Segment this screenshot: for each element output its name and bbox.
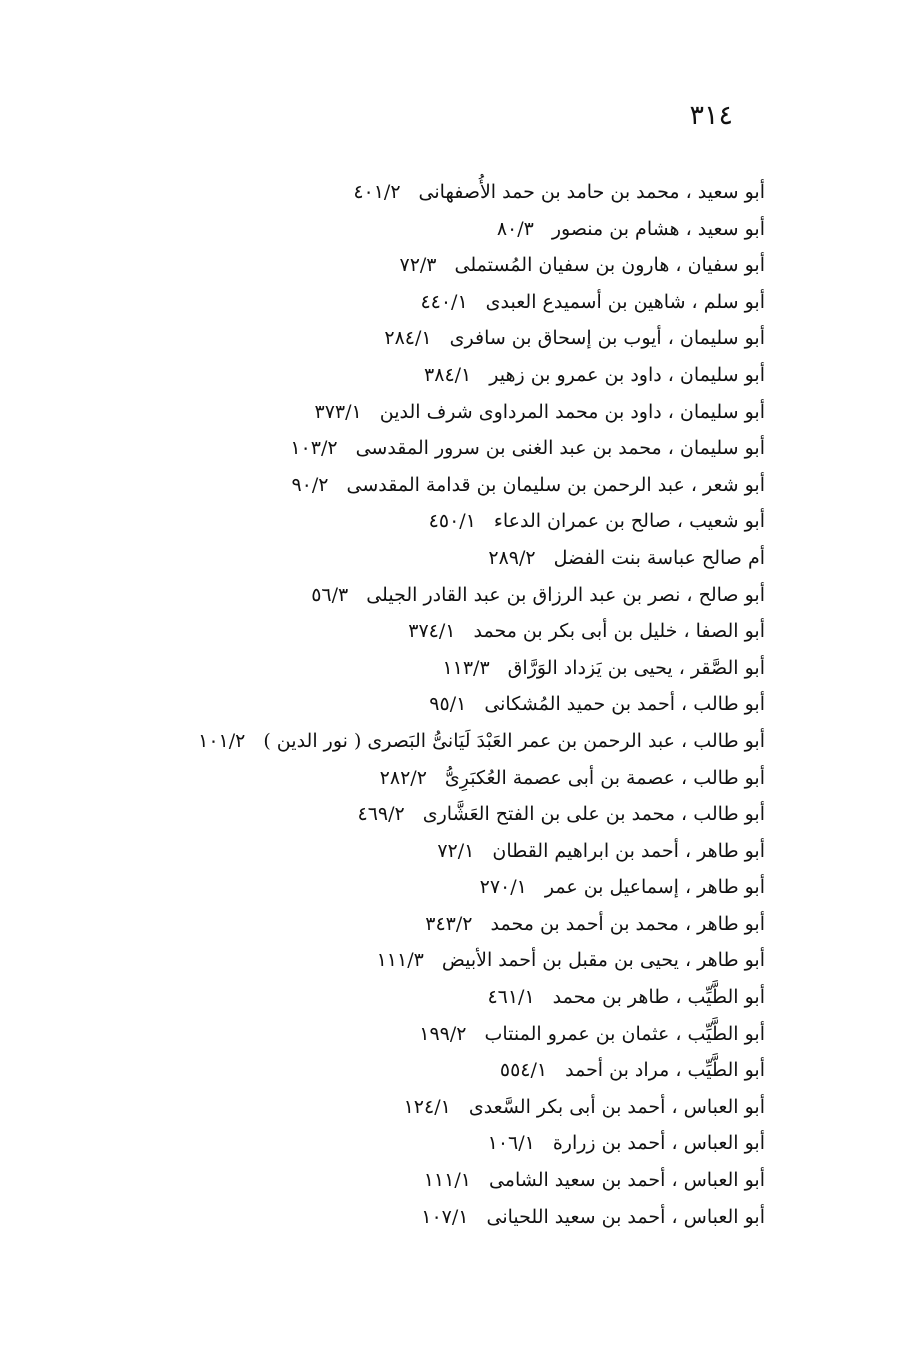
entry-name: أبو طالب ، أحمد بن حميد المُشكانى xyxy=(484,693,765,716)
entry-name: أبو سليمان ، محمد بن عبد الغنى بن سرور المقدسى xyxy=(355,437,765,460)
entry-name: أبو سفيان ، هارون بن سفيان المُستملى xyxy=(454,254,765,277)
entry-volume-page-ref: ٤٠١/٢ xyxy=(353,181,401,203)
index-entry xyxy=(65,942,765,979)
entry-volume-page-ref: ٧٢/٣ xyxy=(399,254,437,277)
entry-volume-page-ref: ٣٧٣/١ xyxy=(314,400,362,423)
entry-volume-page-ref: ٤٤٠/١ xyxy=(420,290,468,313)
entry-volume-page-ref: ٩٥/١ xyxy=(429,693,467,716)
index-entry xyxy=(65,833,765,870)
index-entry xyxy=(65,1125,765,1162)
entry-name: أبو سعيد ، محمد بن حامد بن حمد الأُصفهانى xyxy=(418,181,765,203)
index-entry xyxy=(65,211,765,248)
entry-volume-page-ref: ١٠١/٢ xyxy=(198,729,246,752)
index-entry xyxy=(65,760,765,797)
entry-volume-page-ref: ١١١/١ xyxy=(423,1169,471,1192)
entry-name: أبو طاهر ، إسماعيل بن عمر xyxy=(544,876,765,899)
entry-volume-page-ref: ١١٣/٣ xyxy=(442,656,490,679)
entry-volume-page-ref: ٥٥٤/١ xyxy=(499,1059,548,1082)
index-entry xyxy=(65,650,765,687)
index-entry xyxy=(65,430,765,467)
index-entry xyxy=(65,503,765,540)
index-entry-list xyxy=(65,174,765,1235)
entry-volume-page-ref: ٣٤٣/٢ xyxy=(425,912,473,935)
entry-name: أبو الطَّيِّب ، عثمان بن عمرو المنتاب xyxy=(484,1022,765,1045)
entry-volume-page-ref: ٤٥٠/١ xyxy=(428,510,476,533)
entry-volume-page-ref: ١٩٩/٢ xyxy=(419,1022,467,1045)
entry-name: أبو الطَّيِّب ، طاهر بن محمد xyxy=(552,986,765,1009)
entry-volume-page-ref: ٨٠/٣ xyxy=(496,217,534,240)
entry-name: أبو الطَّيِّب ، مراد بن أحمد xyxy=(565,1059,765,1082)
entry-name: أبو سليمان ، أيوب بن إسحاق بن سافرى xyxy=(449,327,765,350)
index-entry xyxy=(65,284,765,321)
entry-name: أبو سعيد ، هشام بن منصور xyxy=(551,217,765,240)
index-entry xyxy=(65,613,765,650)
index-entry xyxy=(65,869,765,906)
entry-name: أم صالح عباسة بنت الفضل xyxy=(553,546,765,569)
entry-volume-page-ref: ٧٢/١ xyxy=(437,839,475,862)
entry-volume-page-ref: ١٠٧/١ xyxy=(421,1205,469,1228)
entry-name: أبو طاهر ، أحمد بن ابراهيم القطان xyxy=(492,839,765,862)
entry-name: أبو صالح ، نصر بن عبد الرزاق بن عبد القادر الجيلى xyxy=(366,583,765,606)
entry-name: أبو العباس ، أحمد بن أبى بكر السَّعدى xyxy=(468,1095,765,1118)
entry-volume-page-ref: ٢٨٩/٢ xyxy=(488,546,536,569)
index-entry xyxy=(65,174,765,211)
entry-name: أبو طالب ، محمد بن على بن الفتح العَشَّارى xyxy=(422,803,765,826)
index-entry xyxy=(65,247,765,284)
entry-name: أبو سليمان ، داود بن محمد المرداوى شرف الدين xyxy=(379,400,765,423)
entry-volume-page-ref: ٣٨٤/١ xyxy=(424,363,472,386)
index-entry xyxy=(65,1052,765,1089)
entry-volume-page-ref: ١٠٦/١ xyxy=(487,1132,535,1155)
entry-volume-page-ref: ٥٦/٣ xyxy=(311,583,349,606)
entry-name: أبو طاهر ، محمد بن أحمد بن محمد xyxy=(490,912,765,935)
index-entry xyxy=(65,357,765,394)
entry-volume-page-ref: ١٢٤/١ xyxy=(403,1095,451,1118)
entry-name: أبو الصفا ، خليل بن أبى بكر بن محمد xyxy=(473,620,765,643)
index-entry xyxy=(65,467,765,504)
entry-name: أبو سلم ، شاهين بن أسميدع العبدى xyxy=(485,290,765,313)
index-entry xyxy=(65,540,765,577)
entry-name: أبو العباس ، أحمد بن سعيد الشامى xyxy=(488,1169,765,1192)
page-number: ٣١٤ xyxy=(689,100,733,131)
entry-volume-page-ref: ٤٦٩/٢ xyxy=(357,803,405,826)
entry-name: أبو سليمان ، داود بن عمرو بن زهير xyxy=(489,363,765,386)
entry-volume-page-ref: ٣٧٤/١ xyxy=(408,620,456,643)
index-entry xyxy=(65,1089,765,1126)
index-entry xyxy=(65,320,765,357)
entry-name: أبو العباس ، أحمد بن زرارة xyxy=(552,1132,765,1155)
index-entry xyxy=(65,796,765,833)
entry-volume-page-ref: ٢٨٤/١ xyxy=(384,327,432,350)
index-entry xyxy=(65,577,765,614)
entry-name: أبو الصَّقر ، يحيى بن يَزداد الوَرَّاق xyxy=(507,656,765,679)
index-entry xyxy=(65,394,765,431)
entry-volume-page-ref: ١١١/٣ xyxy=(376,949,424,972)
entry-name: أبو طالب ، عصمة بن أبى عصمة العُكبَرِىُّ xyxy=(444,766,765,789)
entry-name: أبو طاهر ، يحيى بن مقبل بن أحمد الأبيض xyxy=(441,949,765,972)
entry-volume-page-ref: ٤٦١/١ xyxy=(487,986,535,1009)
entry-name: أبو طالب ، عبد الرحمن بن عمر العَبْدَ لَيَانىُّ البَصرى ( نور الدين ) xyxy=(263,729,765,752)
entry-name: أبو شعيب ، صالح بن عمران الدعاء xyxy=(493,510,765,533)
index-entry xyxy=(65,1016,765,1053)
index-entry xyxy=(65,723,765,760)
index-entry xyxy=(65,1199,765,1236)
entry-volume-page-ref: ٢٧٠/١ xyxy=(479,876,527,899)
entry-volume-page-ref: ١٠٣/٢ xyxy=(290,437,338,460)
entry-volume-page-ref: ٢٨٢/٢ xyxy=(379,766,427,789)
entry-name: أبو العباس ، أحمد بن سعيد اللحيانى xyxy=(486,1205,765,1228)
index-entry xyxy=(65,1162,765,1199)
index-entry xyxy=(65,906,765,943)
index-entry xyxy=(65,979,765,1016)
entry-name: أبو شعر ، عبد الرحمن بن سليمان بن قدامة المقدسى xyxy=(346,473,765,496)
entry-volume-page-ref: ٩٠/٢ xyxy=(291,473,329,496)
index-entry xyxy=(65,686,765,723)
